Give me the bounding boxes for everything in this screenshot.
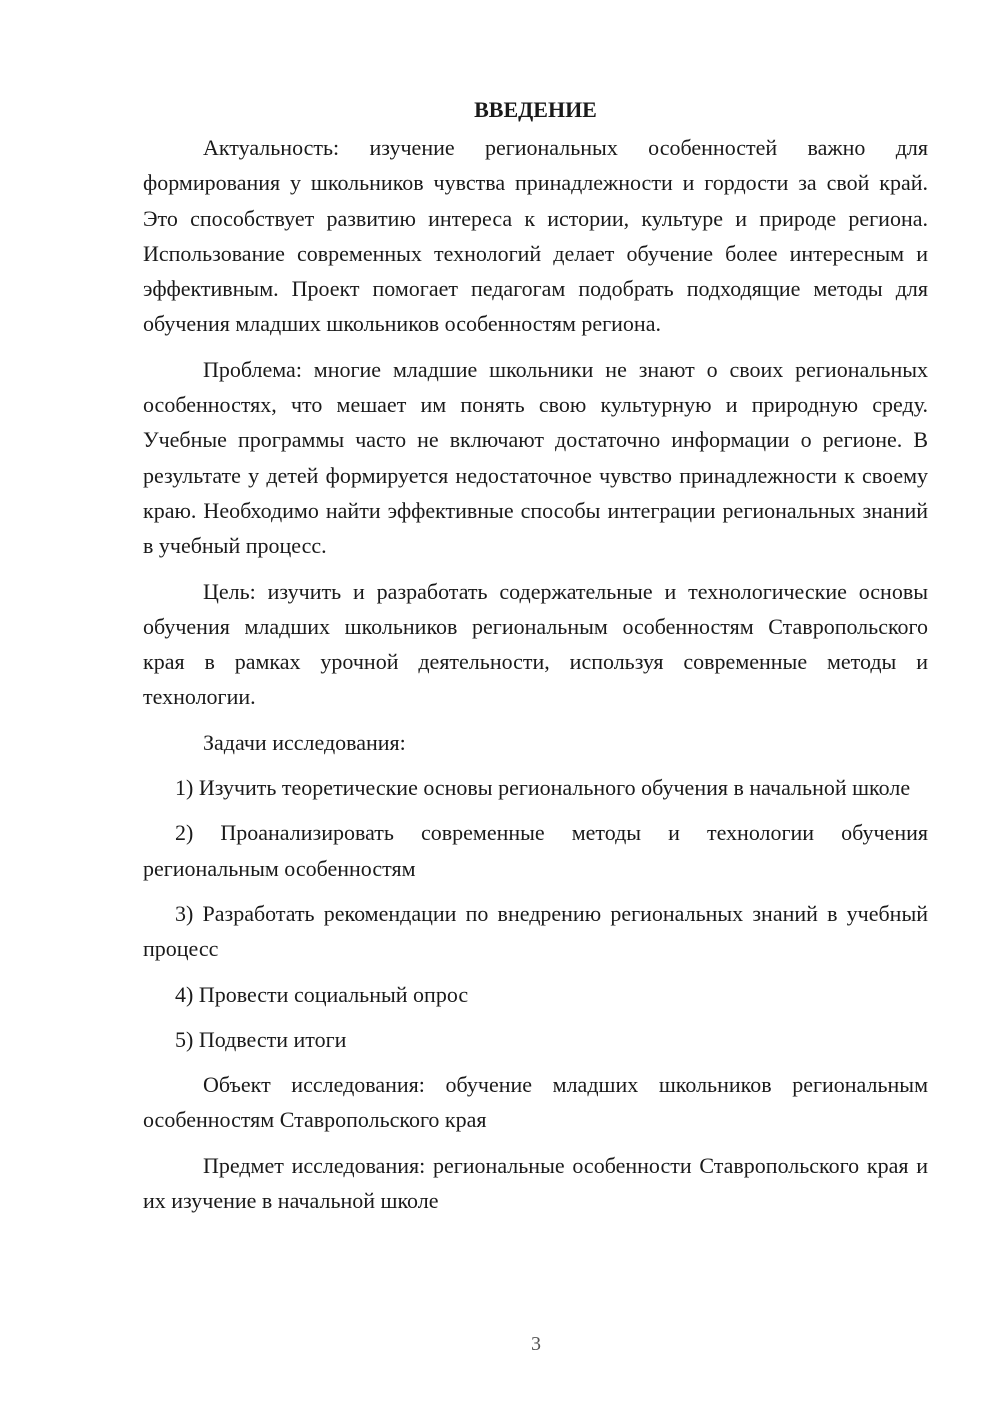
relevance-paragraph: Актуальность: изучение региональных особенностей важно для формирования у школьников чувства принадлежности и гордости за свой край. Это способствует развитию интереса к истории, культуре и природе региона. Использование современных технологий делает обучение более интересным и эффективным. Проект помогает педагогам подобрать подходящие методы для обучения младших школьников особенностям региона. <box>143 135 928 337</box>
problem-paragraph: Проблема: многие младшие школьники не знают о своих региональных особенностях, что мешает им понять свою культурную и природную среду. Учебные программы часто не включают достаточно информации о регионе. В результате у детей формируется недостаточное чувство принадлежности к своему краю. Необходимо найти эффективные способы интеграции региональных знаний в учебный процесс. <box>143 356 928 559</box>
research-object-paragraph: Объект исследования: обучение младших школьников региональным особенностям Ставропольского края <box>143 1072 928 1133</box>
task-item: 3) Разработать рекомендации по внедрению региональных знаний в учебный процесс <box>143 900 928 962</box>
section-title: ВВЕДЕНИЕ <box>474 97 597 122</box>
research-subject-paragraph: Предмет исследования: региональные особенности Ставропольского края и их изучение в начальной школе <box>143 1152 928 1214</box>
task-item: 2) Проанализировать современные методы и технологии обучения региональным особенностям <box>143 820 928 881</box>
document-page <box>143 94 928 1228</box>
task-item: 4) Провести социальный опрос <box>175 981 469 1007</box>
page-number: 3 <box>531 1333 541 1355</box>
task-item: 5) Подвести итоги <box>175 1026 347 1052</box>
goal-paragraph: Цель: изучить и разработать содержательные и технологические основы обучения младших школьников региональным особенностям Ставропольского края в рамках урочной деятельности, используя современные методы и технологии. <box>143 578 928 710</box>
tasks-heading: Задачи исследования: <box>203 729 406 755</box>
task-item: 1) Изучить теоретические основы регионального обучения в начальной школе <box>175 775 911 801</box>
